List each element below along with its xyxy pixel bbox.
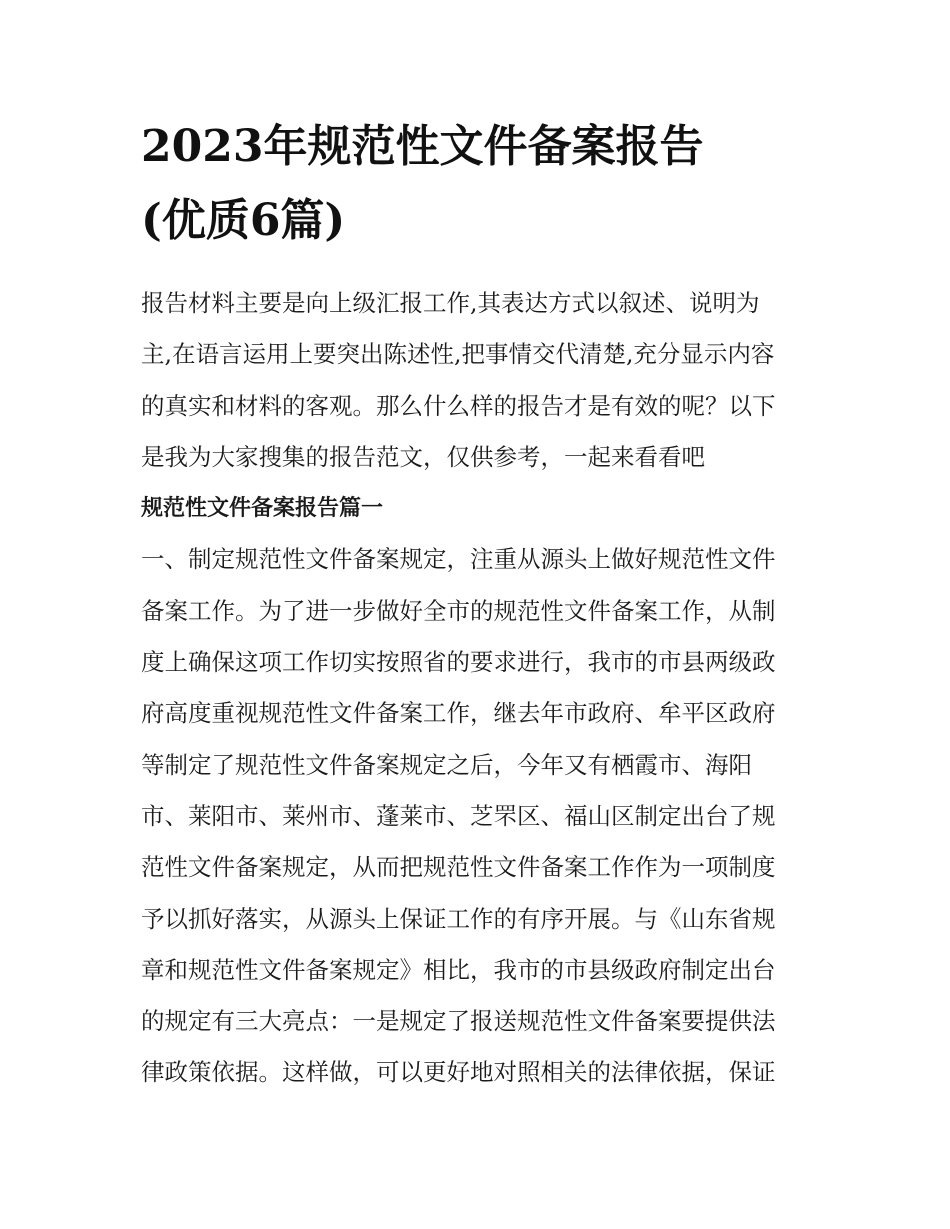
body-line: 范性文件备案规定，从而把规范性文件备案工作作为一项制度 bbox=[141, 853, 776, 882]
body-line: 予以抓好落实，从源头上保证工作的有序开展。与《山东省规 bbox=[141, 904, 776, 933]
body-line: 一、制定规范性文件备案规定，注重从源头上做好规范性文件 bbox=[141, 545, 776, 574]
document-title bbox=[141, 110, 816, 258]
body-line: 的规定有三大亮点：一是规定了报送规范性文件备案要提供法 bbox=[141, 1007, 776, 1036]
body-line: 度上确保这项工作切实按照省的要求进行，我市的市县两级政 bbox=[141, 648, 776, 677]
intro-line: 主,在语言运用上要突出陈述性,把事情交代清楚,充分显示内容 bbox=[141, 340, 775, 369]
intro-line: 的真实和材料的客观。那么什么样的报告才是有效的呢？以下 bbox=[141, 391, 776, 420]
body-line: 府高度重视规范性文件备案工作，继去年市政府、牟平区政府 bbox=[141, 699, 776, 728]
body-line: 市、莱阳市、莱州市、蓬莱市、芝罘区、福山区制定出台了规 bbox=[141, 801, 776, 830]
body-paragraph bbox=[141, 534, 816, 1098]
document-content bbox=[141, 110, 816, 1099]
title-line-1: 2023年规范性文件备案报告 bbox=[141, 121, 704, 172]
title-line-2: (优质6篇) bbox=[141, 195, 346, 246]
body-line: 等制定了规范性文件备案规定之后，今年又有栖霞市、海阳 bbox=[141, 750, 752, 779]
body-line: 备案工作。为了进一步做好全市的规范性文件备案工作，从制 bbox=[141, 596, 776, 625]
intro-line: 是我为大家搜集的报告范文，仅供参考，一起来看看吧 bbox=[141, 442, 705, 471]
body-line: 章和规范性文件备案规定》相比，我市的市县级政府制定出台 bbox=[141, 955, 776, 984]
intro-line: 报告材料主要是向上级汇报工作,其表达方式以叙述、说明为 bbox=[141, 289, 760, 317]
section-heading: 规范性文件备案报告篇一 bbox=[141, 495, 384, 522]
body-line: 律政策依据。这样做，可以更好地对照相关的法律依据，保证 bbox=[141, 1058, 776, 1087]
intro-paragraph bbox=[141, 278, 816, 483]
